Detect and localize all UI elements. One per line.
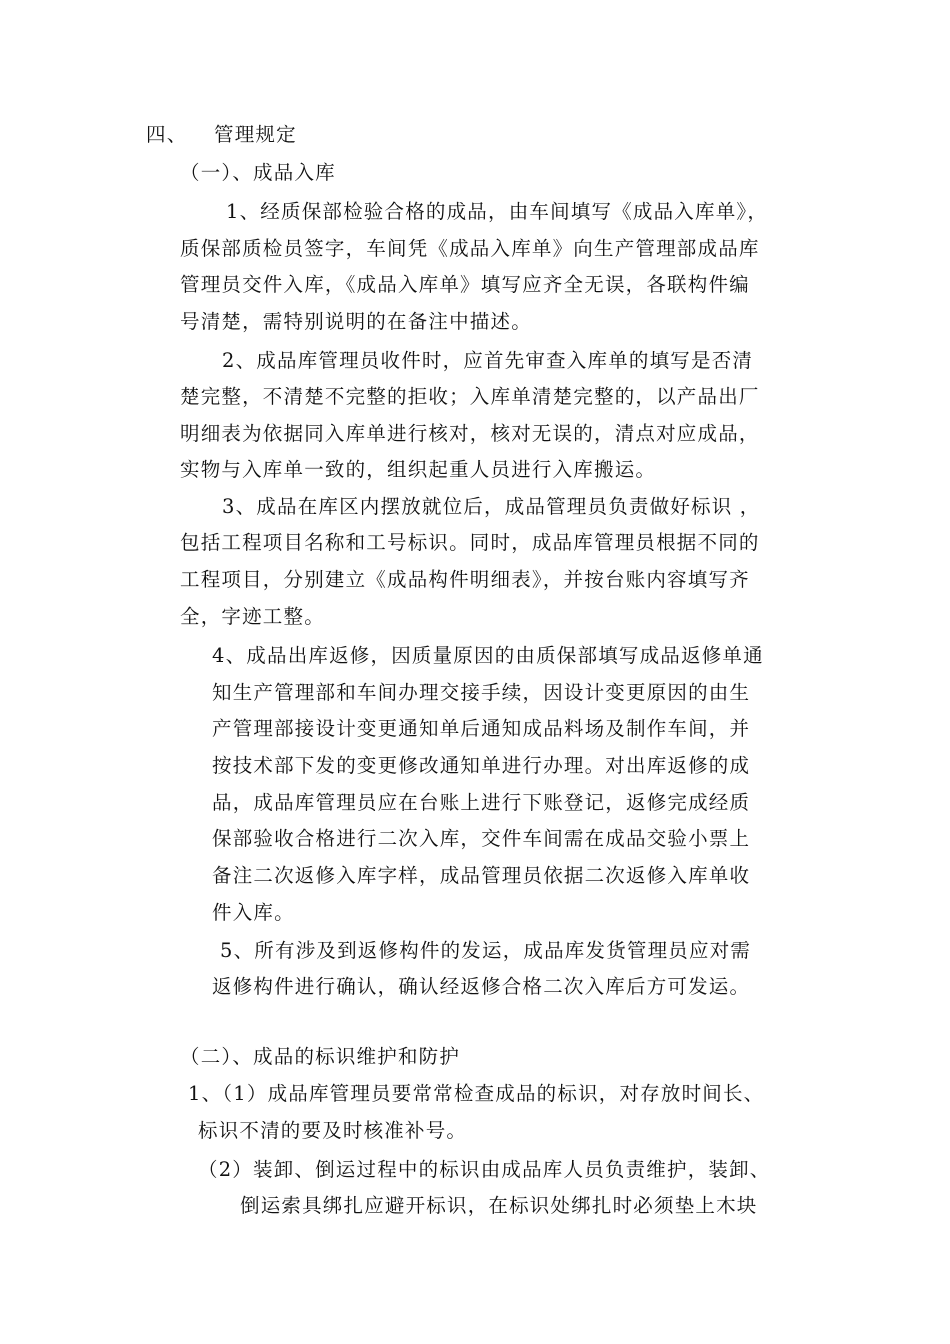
paragraph-1-line-1: 1、经质保部检验合格的成品，由车间填写《成品入库单》，	[226, 200, 769, 223]
paragraph-1-line-2: 质保部质检员签字，车间凭《成品入库单》向生产管理部成品库	[180, 237, 760, 260]
paragraph-4-line-5: 品，成品库管理员应在台账上进行下账登记，返修完成经质	[212, 791, 751, 814]
paragraph-2-line-2: 楚完整，不清楚不完整的拒收；入库单清楚完整的，以产品出厂	[180, 385, 760, 408]
paragraph-2-line-3: 明细表为依据同入库单进行核对，核对无误的，清点对应成品，	[180, 422, 760, 445]
item-2-line-1: （2）装卸、倒运过程中的标识由成品库人员负责维护，装卸、	[198, 1158, 771, 1181]
subsection-1-heading: （一）、成品入库	[180, 161, 336, 184]
section-number: 四、	[146, 123, 188, 146]
paragraph-3-line-3: 工程项目，分别建立《成品构件明细表》，并按台账内容填写齐	[180, 568, 750, 591]
paragraph-4-line-7: 备注二次返修入库字样，成品管理员依据二次返修入库单收	[212, 864, 751, 887]
paragraph-5-line-1: 5、所有涉及到返修构件的发运，成品库发货管理员应对需	[220, 939, 752, 962]
paragraph-3-line-1: 3、成品在库区内摆放就位后，成品管理员负责做好标识 ，	[222, 495, 761, 518]
paragraph-1-line-4: 号清楚，需特别说明的在备注中描述。	[180, 310, 532, 333]
paragraph-3-line-4: 全，字迹工整。	[180, 605, 325, 628]
subsection-2-heading: （二）、成品的标识维护和防护	[180, 1045, 461, 1068]
paragraph-5-line-2: 返修构件进行确认，确认经返修合格二次入库后方可发运。	[212, 975, 751, 998]
item-1-line-2: 标识不清的要及时核准补号。	[198, 1119, 468, 1142]
item-1-line-1: 1、（1）成品库管理员要常常检查成品的标识，对存放时间长、	[188, 1082, 765, 1105]
paragraph-4-line-3: 产管理部接设计变更通知单后通知成品料场及制作车间，并	[212, 717, 751, 740]
paragraph-4-line-2: 知生产管理部和车间办理交接手续，因设计变更原因的由生	[212, 681, 751, 704]
paragraph-4-line-6: 保部验收合格进行二次入库，交件车间需在成品交验小票上	[212, 827, 751, 850]
paragraph-4-line-1: 4、成品出库返修，因质量原因的由质保部填写成品返修单通	[212, 644, 764, 667]
paragraph-2-line-1: 2、成品库管理员收件时，应首先审查入库单的填写是否清	[222, 349, 754, 372]
paragraph-3-line-2: 包括工程项目名称和工号标识。同时，成品库管理员根据不同的	[180, 531, 760, 554]
item-2-line-2: 倒运索具绑扎应避开标识，在标识处绑扎时必须垫上木块	[240, 1194, 758, 1217]
paragraph-4-line-8: 件入库。	[212, 901, 295, 924]
section-title: 管理规定	[214, 123, 297, 146]
paragraph-1-line-3: 管理员交件入库，《成品入库单》填写应齐全无误，各联构件编	[180, 273, 750, 296]
paragraph-2-line-4: 实物与入库单一致的，组织起重人员进行入库搬运。	[180, 458, 657, 481]
paragraph-4-line-4: 按技术部下发的变更修改通知单进行办理。对出库返修的成	[212, 754, 751, 777]
